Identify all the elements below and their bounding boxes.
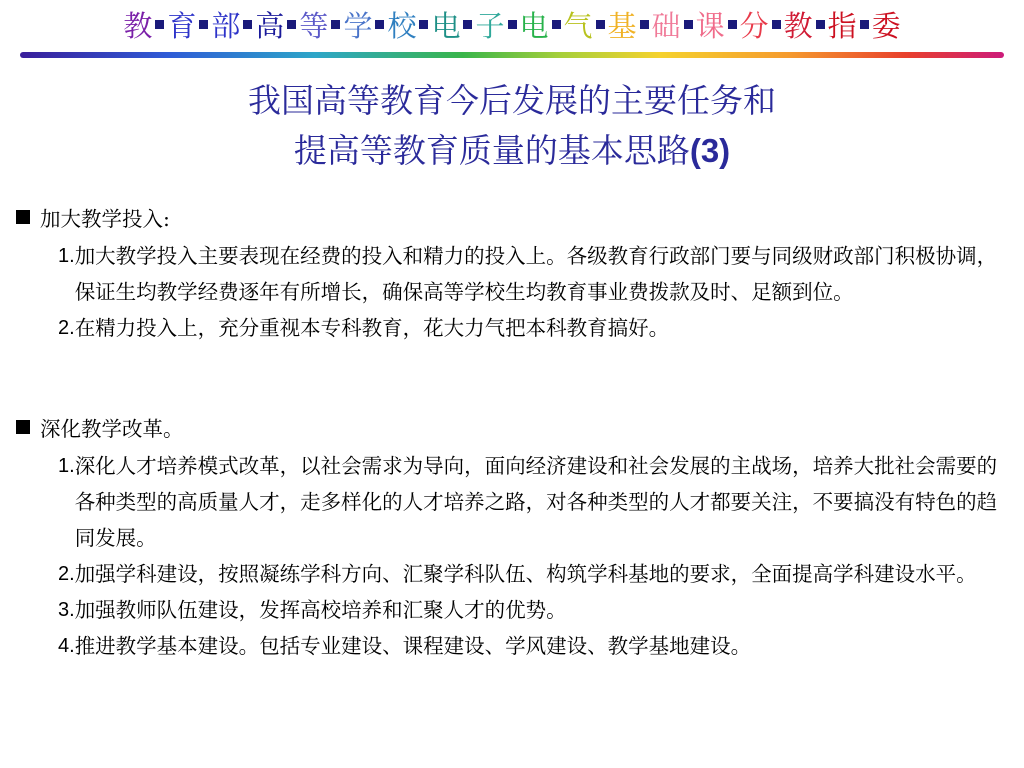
banner-char-1: 教 [123, 9, 153, 43]
section-heading-row [14, 196, 1014, 238]
list-item [58, 310, 1014, 346]
banner-char-10: 电 [519, 9, 549, 43]
banner-separator-square [331, 20, 340, 29]
banner-separator-square [640, 20, 649, 29]
banner-char [123, 4, 152, 48]
banner-char-6: 学 [343, 9, 373, 43]
banner-separator-square [375, 20, 384, 29]
item-number: 1. [58, 455, 75, 477]
list-item [58, 628, 1014, 664]
square-bullet-icon [16, 420, 30, 434]
banner-separator-square [816, 20, 825, 29]
banner-char-14: 课 [695, 9, 725, 43]
banner-char-12: 基 [607, 9, 637, 43]
banner-separator-square [552, 20, 561, 29]
banner-char-13: 础 [651, 9, 681, 43]
item-text: 加强学科建设，按照凝练学科方向、汇聚学科队伍、构筑学科基地的要求，全面提高学科建设水平。 [74, 562, 977, 586]
banner-char-3: 部 [211, 9, 241, 43]
slide-title-number: (3) [689, 132, 731, 169]
list-item [58, 556, 1014, 592]
banner-char-17: 指 [827, 9, 857, 43]
item-number: 4. [58, 635, 75, 657]
banner-char-5: 等 [299, 9, 329, 43]
section-heading: 深化教学改革。 [40, 417, 184, 441]
slide-title-line-2-text: 提高等教育质量的基本思路 [293, 131, 690, 170]
section-heading-row [14, 406, 1014, 448]
banner-separator-square [728, 20, 737, 29]
banner-separator-square [199, 20, 208, 29]
banner-separator-square [860, 20, 869, 29]
banner-char-15: 分 [739, 9, 769, 43]
rainbow-divider [20, 52, 1004, 58]
list-item [58, 238, 1014, 310]
slide-title [0, 76, 1024, 176]
banner-char-11: 气 [563, 9, 593, 43]
section-1 [14, 196, 1014, 346]
banner-separator-square [596, 20, 605, 29]
item-text: 加大教学投入主要表现在经费的投入和精力的投入上。各级教育行政部门要与同级财政部门积极协调，保证生均教学经费逐年有所增长，确保高等学校生均教育事业费拨款及时、足额到位。 [74, 244, 998, 304]
banner-separator-square [287, 20, 296, 29]
banner-separator-square [155, 20, 164, 29]
item-text: 在精力投入上，充分重视本专科教育，花大力气把本科教育搞好。 [74, 316, 670, 340]
item-number: 2. [58, 563, 75, 585]
banner-char-7: 校 [387, 9, 417, 43]
item-text: 加强教师队伍建设，发挥高校培养和汇聚人才的优势。 [74, 598, 567, 622]
list-item [58, 448, 1014, 556]
square-bullet-icon [16, 210, 30, 224]
banner-char-18: 委 [871, 9, 901, 43]
item-text: 深化人才培养模式改革，以社会需求为导向，面向经济建设和社会发展的主战场，培养大批社会需要的各种类型的高质量人才，走多样化的人才培养之路，对各种类型的人才都要关注，不要搞没有特色的趋同发展。 [74, 454, 998, 550]
section-heading: 加大教学投入: [40, 207, 170, 231]
banner-separator-square [243, 20, 252, 29]
banner-separator-square [684, 20, 693, 29]
banner-separator-square [419, 20, 428, 29]
banner-char-16: 教 [783, 9, 813, 43]
item-number: 2. [58, 317, 75, 339]
list-item [58, 592, 1014, 628]
banner-char-2: 育 [167, 9, 197, 43]
banner-char-4: 高 [255, 9, 285, 43]
item-text: 推进教学基本建设。包括专业建设、课程建设、学风建设、教学基地建设。 [74, 634, 752, 658]
section-2 [14, 406, 1014, 664]
banner-separator-square [463, 20, 472, 29]
banner-separator-square [772, 20, 781, 29]
banner-char-9: 子 [475, 9, 505, 43]
slide-title-line-1: 我国高等教育今后发展的主要任务和 [248, 81, 776, 120]
banner-separator-square [508, 20, 517, 29]
banner-char-8: 电 [431, 9, 461, 43]
header-banner [0, 4, 1024, 48]
slide-title-line-2 [0, 126, 1024, 176]
item-number: 1. [58, 245, 75, 267]
item-number: 3. [58, 599, 75, 621]
